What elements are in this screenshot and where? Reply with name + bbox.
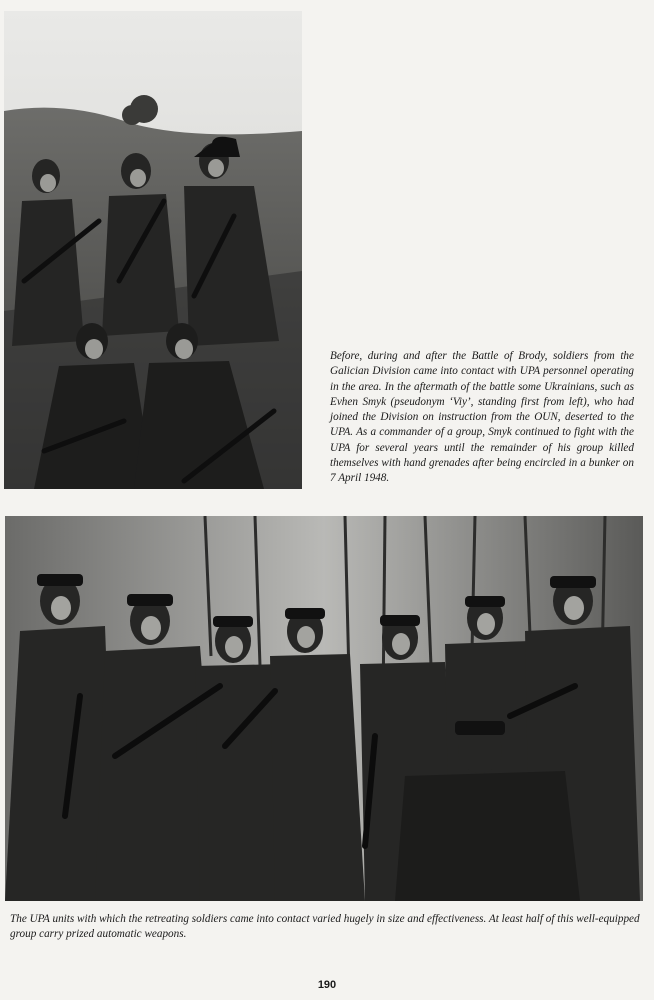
photo-soldiers-hillside-image <box>4 11 302 489</box>
photo-upa-group-forest-image <box>5 516 643 901</box>
page-number: 190 <box>317 979 337 991</box>
photo-soldiers-hillside <box>4 11 302 489</box>
photo-upa-group-forest <box>5 516 643 901</box>
caption-bottom-photo: The UPA units with which the retreating soldiers came into contact varied hugely in size and effectiveness. At least half of this well-equipped group carry prized automatic weapons. <box>10 913 640 941</box>
caption-top-photo: Before, during and after the Battle of Brody, soldiers from the Galician Division came into contact with UPA personnel operating in the area. In the aftermath of the battle some Ukrainians, such as Evhen Smyk (pseudonym ‘Viy’, standing first from left), who had joined the Division on instruction from the OUN, deserted to the UPA. As a commander of a group, Smyk continued to fight with the UPA for several years until the remainder of his group killed themselves with hand grenades after being encircled in a bunker on 7 April 1948. <box>330 350 634 485</box>
